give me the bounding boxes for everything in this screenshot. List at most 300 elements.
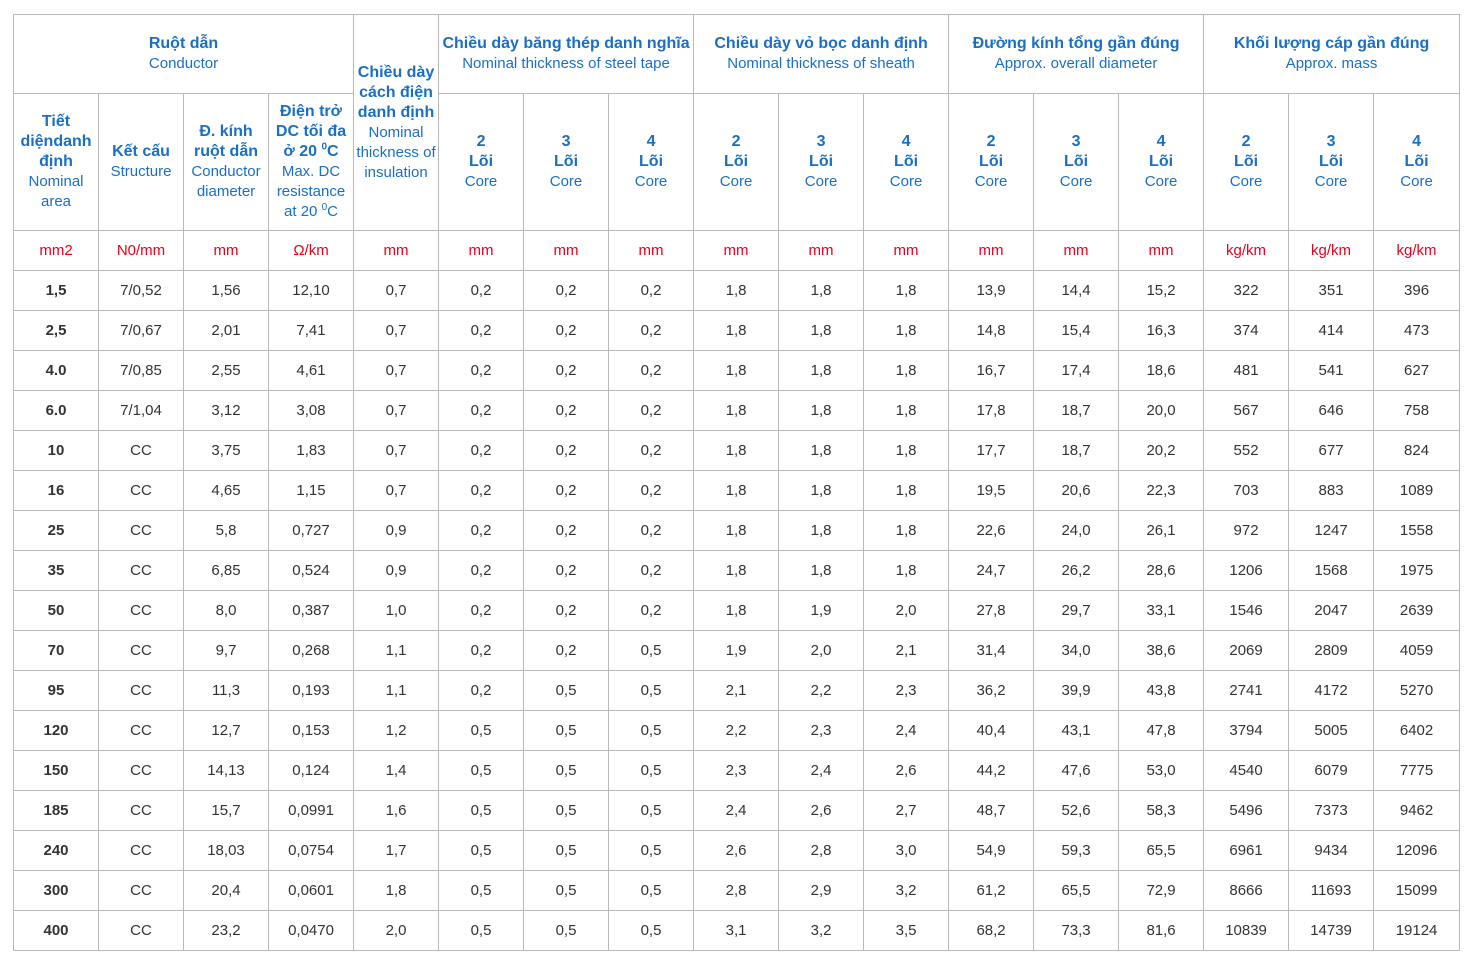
table-cell: 61,2	[949, 871, 1034, 911]
table-cell: 28,6	[1119, 551, 1204, 591]
table-cell: 20,6	[1034, 471, 1119, 511]
table-row	[14, 271, 1460, 311]
table-cell: 0,727	[269, 511, 354, 551]
diameter-core-3-header: 3 Lõi Core	[1034, 94, 1119, 231]
table-cell: 0,9	[354, 551, 439, 591]
table-cell: 53,0	[1119, 751, 1204, 791]
table-cell: 0,7	[354, 271, 439, 311]
table-cell: 0,2	[524, 511, 609, 551]
table-cell: 24,0	[1034, 511, 1119, 551]
table-cell: 2,0	[864, 591, 949, 631]
table-cell: CC	[99, 631, 184, 671]
table-cell: 414	[1289, 311, 1374, 351]
table-cell: 7/1,04	[99, 391, 184, 431]
table-cell: 15,7	[184, 791, 269, 831]
table-cell: 0,2	[609, 391, 694, 431]
table-cell: CC	[99, 791, 184, 831]
table-cell: 2069	[1204, 631, 1289, 671]
table-cell: 0,7	[354, 471, 439, 511]
table-cell: 0,193	[269, 671, 354, 711]
table-cell: 567	[1204, 391, 1289, 431]
table-cell: 552	[1204, 431, 1289, 471]
table-cell: 0,5	[609, 871, 694, 911]
unit-cell: mm	[779, 231, 864, 271]
table-cell: 1975	[1374, 551, 1460, 591]
table-row	[14, 711, 1460, 751]
mass-core-4-header: 4 Lõi Core	[1374, 94, 1460, 231]
table-cell: 0,5	[524, 871, 609, 911]
table-cell: 23,2	[184, 911, 269, 951]
table-cell: CC	[99, 871, 184, 911]
table-cell: 2,7	[864, 791, 949, 831]
table-cell: 824	[1374, 431, 1460, 471]
table-cell: 0,268	[269, 631, 354, 671]
table-cell: 34,0	[1034, 631, 1119, 671]
table-cell: 1,2	[354, 711, 439, 751]
table-cell: 1,9	[779, 591, 864, 631]
mass-header: Khối lượng cáp gần đúng Approx. mass	[1204, 15, 1460, 94]
table-cell: 4,65	[184, 471, 269, 511]
table-cell: 1,8	[779, 311, 864, 351]
table-cell: 59,3	[1034, 831, 1119, 871]
unit-cell: mm	[184, 231, 269, 271]
table-cell: 677	[1289, 431, 1374, 471]
table-cell: 17,7	[949, 431, 1034, 471]
table-cell: 36,2	[949, 671, 1034, 711]
table-cell: 2,3	[864, 671, 949, 711]
units-row	[14, 231, 1460, 271]
table-cell: 1,8	[694, 311, 779, 351]
nominal-area-cell: 16	[14, 471, 99, 511]
table-cell: 38,6	[1119, 631, 1204, 671]
table-cell: CC	[99, 591, 184, 631]
table-cell: 26,2	[1034, 551, 1119, 591]
unit-cell: kg/km	[1204, 231, 1289, 271]
table-cell: 15,2	[1119, 271, 1204, 311]
table-cell: 65,5	[1034, 871, 1119, 911]
table-row	[14, 471, 1460, 511]
table-cell: 1,8	[694, 511, 779, 551]
table-cell: 2639	[1374, 591, 1460, 631]
nominal-area-cell: 400	[14, 911, 99, 951]
sheath-core-2-header: 2 Lõi Core	[694, 94, 779, 231]
mass-core-3-header: 3 Lõi Core	[1289, 94, 1374, 231]
table-cell: 3,08	[269, 391, 354, 431]
table-cell: 17,8	[949, 391, 1034, 431]
table-cell: 7/0,67	[99, 311, 184, 351]
table-cell: 0,9	[354, 511, 439, 551]
table-cell: 0,5	[439, 911, 524, 951]
table-row	[14, 591, 1460, 631]
table-cell: 2,4	[864, 711, 949, 751]
table-cell: 0,2	[524, 311, 609, 351]
table-cell: 0,2	[524, 471, 609, 511]
table-cell: 43,8	[1119, 671, 1204, 711]
nominal-area-cell: 25	[14, 511, 99, 551]
table-cell: 1,8	[779, 351, 864, 391]
table-row	[14, 671, 1460, 711]
table-cell: 0,2	[609, 271, 694, 311]
table-cell: 1568	[1289, 551, 1374, 591]
table-cell: 48,7	[949, 791, 1034, 831]
table-cell: 1247	[1289, 511, 1374, 551]
table-cell: 2809	[1289, 631, 1374, 671]
table-cell: 39,9	[1034, 671, 1119, 711]
table-cell: 1,8	[694, 471, 779, 511]
table-cell: 1,8	[694, 591, 779, 631]
table-cell: 2,3	[694, 751, 779, 791]
table-cell: 4,61	[269, 351, 354, 391]
unit-cell: mm	[864, 231, 949, 271]
table-cell: 0,7	[354, 351, 439, 391]
table-cell: 12,10	[269, 271, 354, 311]
table-cell: 1,8	[864, 431, 949, 471]
table-cell: 0,2	[609, 551, 694, 591]
table-row	[14, 311, 1460, 351]
table-cell: 3,5	[864, 911, 949, 951]
nominal-area-cell: 185	[14, 791, 99, 831]
table-cell: 1,8	[779, 471, 864, 511]
table-cell: 1,6	[354, 791, 439, 831]
table-cell: 1,8	[779, 551, 864, 591]
nominal-area-cell: 120	[14, 711, 99, 751]
unit-cell: kg/km	[1289, 231, 1374, 271]
table-cell: 19124	[1374, 911, 1460, 951]
table-cell: 44,2	[949, 751, 1034, 791]
table-cell: 0,2	[609, 351, 694, 391]
table-cell: 0,2	[439, 551, 524, 591]
table-cell: 1,0	[354, 591, 439, 631]
table-cell: 3,2	[864, 871, 949, 911]
table-cell: 0,5	[609, 671, 694, 711]
sheath-header: Chiều dày vỏ bọc danh định Nominal thickness of sheath	[694, 15, 949, 94]
table-cell: 0,5	[524, 911, 609, 951]
unit-cell: mm	[354, 231, 439, 271]
unit-cell: mm	[609, 231, 694, 271]
table-cell: 703	[1204, 471, 1289, 511]
table-cell: CC	[99, 431, 184, 471]
table-cell: 0,2	[609, 431, 694, 471]
table-cell: 0,0601	[269, 871, 354, 911]
table-cell: 0,2	[524, 591, 609, 631]
insulation-header: Chiều dày cách điện danh định Nominal thickness of insulation	[354, 15, 439, 231]
header-group-row	[14, 15, 1460, 94]
table-cell: 0,2	[524, 631, 609, 671]
table-cell: 0,2	[524, 351, 609, 391]
table-cell: 16,7	[949, 351, 1034, 391]
nominal-area-cell: 150	[14, 751, 99, 791]
table-row	[14, 831, 1460, 871]
table-cell: 0,2	[524, 271, 609, 311]
table-cell: 27,8	[949, 591, 1034, 631]
table-cell: 2,2	[694, 711, 779, 751]
table-cell: 1,8	[779, 511, 864, 551]
table-cell: 0,7	[354, 431, 439, 471]
table-cell: 0,5	[524, 751, 609, 791]
table-cell: 10839	[1204, 911, 1289, 951]
unit-cell: Ω/km	[269, 231, 354, 271]
table-cell: 24,7	[949, 551, 1034, 591]
table-cell: 7/0,85	[99, 351, 184, 391]
table-cell: 0,0754	[269, 831, 354, 871]
table-cell: 0,5	[609, 751, 694, 791]
table-cell: 1558	[1374, 511, 1460, 551]
table-cell: 14,8	[949, 311, 1034, 351]
table-cell: 33,1	[1119, 591, 1204, 631]
table-cell: CC	[99, 711, 184, 751]
table-cell: 2,55	[184, 351, 269, 391]
unit-cell: N0/mm	[99, 231, 184, 271]
table-cell: 2,1	[864, 631, 949, 671]
nominal-area-cell: 2,5	[14, 311, 99, 351]
table-cell: 1,8	[864, 551, 949, 591]
table-cell: 0,2	[524, 431, 609, 471]
table-cell: 11693	[1289, 871, 1374, 911]
table-row	[14, 751, 1460, 791]
table-cell: CC	[99, 751, 184, 791]
table-row	[14, 351, 1460, 391]
table-cell: 0,2	[609, 511, 694, 551]
table-cell: 7,41	[269, 311, 354, 351]
table-cell: 1,8	[694, 391, 779, 431]
table-cell: CC	[99, 911, 184, 951]
table-cell: 72,9	[1119, 871, 1204, 911]
table-cell: 541	[1289, 351, 1374, 391]
unit-cell: mm	[524, 231, 609, 271]
table-cell: 8,0	[184, 591, 269, 631]
table-cell: 1,8	[694, 351, 779, 391]
table-cell: 4172	[1289, 671, 1374, 711]
table-cell: 0,5	[609, 911, 694, 951]
table-cell: 0,0991	[269, 791, 354, 831]
table-cell: 2,0	[354, 911, 439, 951]
cable-spec-table	[13, 14, 1460, 951]
table-cell: 1,56	[184, 271, 269, 311]
table-cell: CC	[99, 511, 184, 551]
table-cell: 1,8	[694, 551, 779, 591]
table-cell: 758	[1374, 391, 1460, 431]
table-cell: 9462	[1374, 791, 1460, 831]
table-cell: 6079	[1289, 751, 1374, 791]
nominal-area-cell: 70	[14, 631, 99, 671]
table-cell: 0,5	[524, 831, 609, 871]
table-cell: 22,3	[1119, 471, 1204, 511]
table-cell: 54,9	[949, 831, 1034, 871]
table-cell: 18,6	[1119, 351, 1204, 391]
table-cell: 0,5	[439, 871, 524, 911]
table-row	[14, 551, 1460, 591]
table-cell: 18,7	[1034, 431, 1119, 471]
table-cell: 1,8	[864, 311, 949, 351]
table-cell: 9434	[1289, 831, 1374, 871]
table-cell: 1206	[1204, 551, 1289, 591]
table-cell: 1,8	[354, 871, 439, 911]
table-cell: 15,4	[1034, 311, 1119, 351]
table-cell: 2,8	[779, 831, 864, 871]
table-cell: 0,2	[609, 471, 694, 511]
table-cell: 0,153	[269, 711, 354, 751]
table-cell: 2,8	[694, 871, 779, 911]
table-cell: 14739	[1289, 911, 1374, 951]
unit-cell: mm	[949, 231, 1034, 271]
table-cell: 29,7	[1034, 591, 1119, 631]
table-cell: 473	[1374, 311, 1460, 351]
table-cell: 0,5	[609, 791, 694, 831]
table-cell: 0,2	[439, 591, 524, 631]
table-cell: 2,01	[184, 311, 269, 351]
table-cell: 6961	[1204, 831, 1289, 871]
table-cell: 3,1	[694, 911, 779, 951]
table-cell: 1,8	[864, 511, 949, 551]
nominal-area-cell: 240	[14, 831, 99, 871]
table-cell: 481	[1204, 351, 1289, 391]
table-cell: 2,4	[779, 751, 864, 791]
nominal-area-cell: 95	[14, 671, 99, 711]
table-row	[14, 511, 1460, 551]
table-cell: 2,6	[779, 791, 864, 831]
mass-core-2-header: 2 Lõi Core	[1204, 94, 1289, 231]
table-cell: 18,7	[1034, 391, 1119, 431]
table-cell: 7373	[1289, 791, 1374, 831]
table-row	[14, 431, 1460, 471]
table-cell: 43,1	[1034, 711, 1119, 751]
table-cell: 1,1	[354, 631, 439, 671]
table-cell: 1089	[1374, 471, 1460, 511]
table-cell: 5,8	[184, 511, 269, 551]
table-cell: 2,6	[864, 751, 949, 791]
table-cell: 2,2	[779, 671, 864, 711]
nominal-area-cell: 4.0	[14, 351, 99, 391]
table-cell: 16,3	[1119, 311, 1204, 351]
table-cell: 0,5	[439, 751, 524, 791]
table-cell: 0,2	[439, 631, 524, 671]
table-cell: 20,2	[1119, 431, 1204, 471]
table-cell: 1,83	[269, 431, 354, 471]
steel-tape-core-3-header: 3 Lõi Core	[524, 94, 609, 231]
conductor-header: Ruột dẫn Conductor	[14, 15, 354, 94]
table-cell: 0,5	[524, 711, 609, 751]
table-cell: 0,7	[354, 311, 439, 351]
overall-diameter-header: Đường kính tổng gần đúng Approx. overall diameter	[949, 15, 1204, 94]
steel-tape-core-2-header: 2 Lõi Core	[439, 94, 524, 231]
table-cell: 81,6	[1119, 911, 1204, 951]
table-cell: 4059	[1374, 631, 1460, 671]
nominal-area-cell: 1,5	[14, 271, 99, 311]
unit-cell: mm	[694, 231, 779, 271]
table-row	[14, 871, 1460, 911]
table-cell: 6,85	[184, 551, 269, 591]
table-cell: 12,7	[184, 711, 269, 751]
nominal-area-cell: 50	[14, 591, 99, 631]
diameter-core-2-header: 2 Lõi Core	[949, 94, 1034, 231]
table-cell: 2,6	[694, 831, 779, 871]
table-cell: 0,2	[609, 311, 694, 351]
table-cell: 1,15	[269, 471, 354, 511]
table-cell: 1,1	[354, 671, 439, 711]
table-cell: 68,2	[949, 911, 1034, 951]
nominal-area-cell: 10	[14, 431, 99, 471]
table-cell: 0,2	[439, 271, 524, 311]
table-cell: 52,6	[1034, 791, 1119, 831]
table-cell: 20,0	[1119, 391, 1204, 431]
table-cell: 0,7	[354, 391, 439, 431]
table-cell: 65,5	[1119, 831, 1204, 871]
table-cell: 13,9	[949, 271, 1034, 311]
table-cell: 972	[1204, 511, 1289, 551]
table-row	[14, 911, 1460, 951]
table-cell: 58,3	[1119, 791, 1204, 831]
table-cell: CC	[99, 551, 184, 591]
table-cell: 0,5	[439, 831, 524, 871]
table-cell: 11,3	[184, 671, 269, 711]
table-cell: 0,387	[269, 591, 354, 631]
table-cell: 15099	[1374, 871, 1460, 911]
steel-tape-header: Chiều dày băng thép danh nghĩa Nominal thickness of steel tape	[439, 15, 694, 94]
diameter-core-4-header: 4 Lõi Core	[1119, 94, 1204, 231]
table-cell: 0,2	[439, 351, 524, 391]
table-cell: 883	[1289, 471, 1374, 511]
table-cell: 31,4	[949, 631, 1034, 671]
table-cell: 5496	[1204, 791, 1289, 831]
table-cell: 19,5	[949, 471, 1034, 511]
table-cell: 3,0	[864, 831, 949, 871]
table-cell: 47,6	[1034, 751, 1119, 791]
table-cell: 627	[1374, 351, 1460, 391]
unit-cell: mm2	[14, 231, 99, 271]
table-cell: 374	[1204, 311, 1289, 351]
nominal-area-cell: 6.0	[14, 391, 99, 431]
table-cell: 47,8	[1119, 711, 1204, 751]
table-cell: 3,12	[184, 391, 269, 431]
table-cell: 4540	[1204, 751, 1289, 791]
table-cell: 0,5	[609, 711, 694, 751]
dc-resistance-header: Điện trở DC tối đa ở 20 $^0$C Max. DC resistance at 20 $^0$C	[269, 94, 354, 231]
steel-tape-core-4-header: 4 Lõi Core	[609, 94, 694, 231]
table-cell: 2,1	[694, 671, 779, 711]
table-cell: 22,6	[949, 511, 1034, 551]
table-cell: 0,5	[609, 831, 694, 871]
table-cell: 14,4	[1034, 271, 1119, 311]
table-cell: 20,4	[184, 871, 269, 911]
table-cell: 2,9	[779, 871, 864, 911]
table-cell: 0,124	[269, 751, 354, 791]
unit-cell: mm	[1034, 231, 1119, 271]
table-cell: 5005	[1289, 711, 1374, 751]
conductor-diameter-header: Đ. kính ruột dẫn Conductor diameter	[184, 94, 269, 231]
table-cell: 0,2	[439, 391, 524, 431]
table-cell: 18,03	[184, 831, 269, 871]
table-cell: 0,5	[439, 791, 524, 831]
table-cell: 40,4	[949, 711, 1034, 751]
table-cell: 73,3	[1034, 911, 1119, 951]
table-cell: 0,5	[439, 711, 524, 751]
table-cell: 1,8	[694, 431, 779, 471]
table-cell: 646	[1289, 391, 1374, 431]
table-cell: 0,2	[524, 551, 609, 591]
table-cell: 1,8	[864, 271, 949, 311]
table-cell: 1,8	[779, 431, 864, 471]
table-cell: 0,5	[609, 631, 694, 671]
header-sub-row	[14, 94, 1460, 231]
table-cell: 7/0,52	[99, 271, 184, 311]
table-cell: 1,4	[354, 751, 439, 791]
table-cell: 1,8	[864, 471, 949, 511]
table-row	[14, 631, 1460, 671]
table-cell: 1,8	[779, 271, 864, 311]
table-cell: 1,8	[694, 271, 779, 311]
table-cell: 26,1	[1119, 511, 1204, 551]
nominal-area-cell: 35	[14, 551, 99, 591]
